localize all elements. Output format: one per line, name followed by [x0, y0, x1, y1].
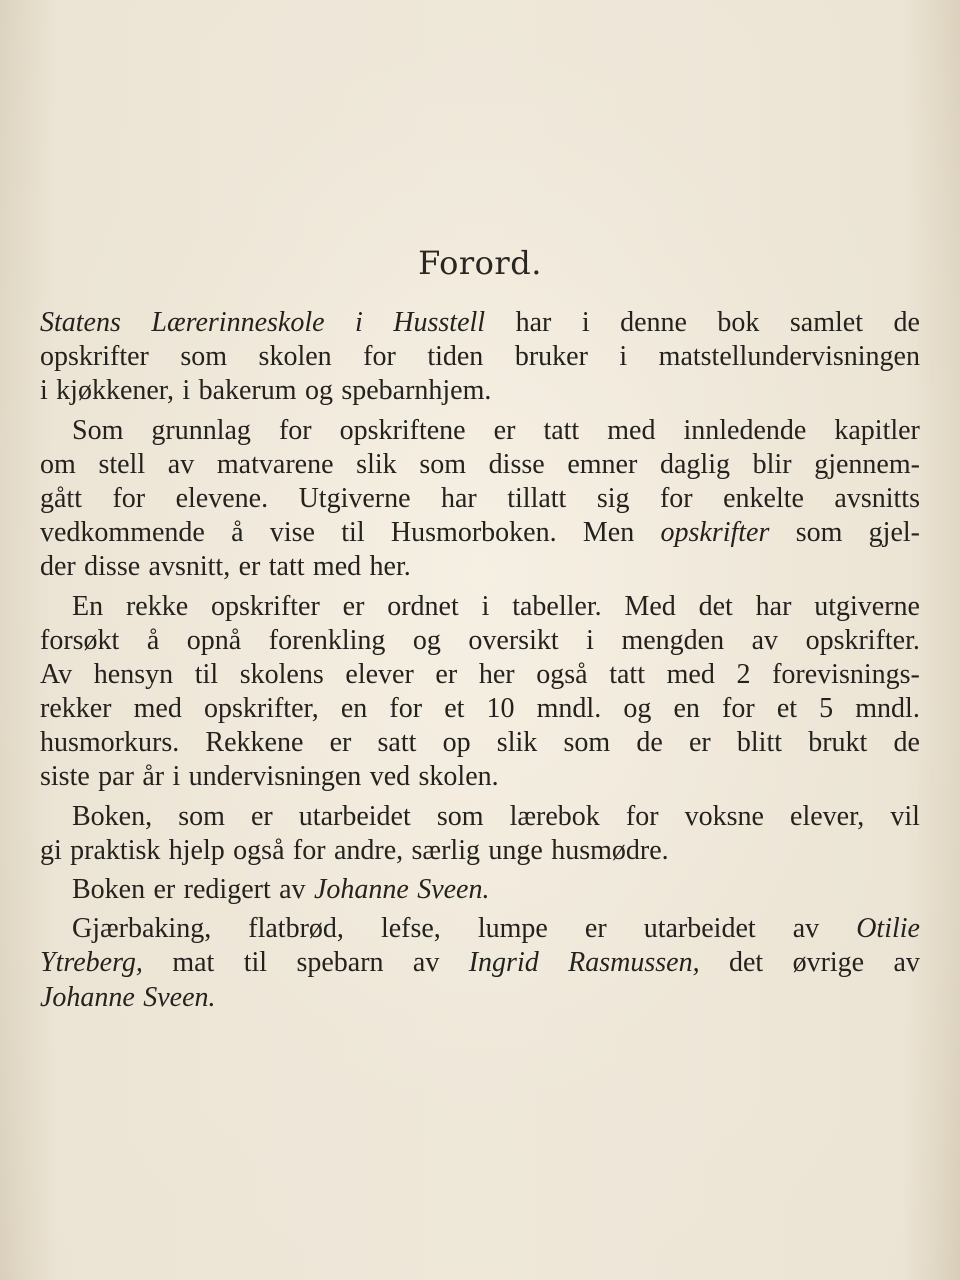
word: Rasmussen, — [568, 947, 700, 979]
text-line — [40, 912, 920, 946]
word: avsnitt, — [148, 551, 231, 583]
word: i — [355, 307, 363, 338]
word: En — [72, 590, 104, 622]
word: stell — [98, 448, 146, 480]
word: i — [40, 375, 48, 407]
text-line — [40, 340, 920, 374]
word: gjennem- — [814, 448, 920, 480]
word: ved — [369, 761, 411, 793]
word: voksne — [684, 800, 764, 832]
word: bok — [717, 307, 760, 338]
word: av — [279, 874, 306, 905]
word: forevisnings- — [772, 658, 920, 690]
word: er — [238, 551, 261, 583]
word: for — [722, 693, 755, 725]
word: til — [243, 947, 268, 979]
word: et — [444, 693, 465, 725]
text-line — [40, 448, 920, 482]
text-line — [40, 873, 920, 907]
word: til — [341, 517, 365, 549]
word: med — [607, 414, 656, 446]
word: av — [751, 624, 779, 656]
word: som — [436, 800, 484, 832]
word: utarbeidet — [643, 913, 756, 945]
text-line — [40, 590, 920, 624]
word: for — [278, 414, 312, 446]
word: Johanne — [40, 981, 135, 1013]
word: er — [250, 800, 273, 832]
word: med — [312, 551, 362, 583]
word: spebarn — [296, 947, 384, 979]
word: denne — [620, 307, 687, 338]
word: har — [441, 482, 477, 514]
word: skolen — [258, 341, 332, 373]
word: av — [792, 913, 820, 945]
word: har — [755, 590, 792, 622]
word: daglig — [659, 448, 730, 480]
word: bakerum — [198, 375, 297, 407]
word: skolens — [239, 658, 324, 690]
word: Johanne — [313, 874, 409, 905]
word: de — [893, 727, 920, 759]
word: utarbeidet — [298, 800, 411, 832]
word: siste — [40, 761, 90, 793]
word: Husmorboken. — [390, 517, 557, 549]
word: et — [776, 693, 798, 725]
word: rekke — [125, 590, 189, 622]
word: tiden — [427, 341, 484, 373]
word: for — [625, 800, 659, 832]
word: tatt — [609, 658, 645, 690]
word: slik — [496, 727, 538, 759]
word: av — [893, 947, 920, 979]
text-line — [40, 374, 920, 408]
word: opskrifter — [660, 517, 770, 549]
text-line — [40, 550, 920, 584]
word: i — [581, 307, 590, 338]
word: 5 — [819, 693, 834, 725]
word: i — [586, 624, 594, 656]
word: særlig — [411, 834, 480, 866]
word: sig — [596, 482, 630, 514]
text-line — [40, 946, 920, 980]
text-line — [40, 482, 920, 516]
word: til — [194, 658, 219, 690]
word: og — [623, 693, 652, 725]
word: 10 — [486, 693, 515, 725]
text-line — [40, 726, 920, 760]
word: hensyn — [93, 658, 174, 690]
word: øvrige — [792, 947, 865, 979]
word: skolen. — [418, 761, 499, 793]
word: disse — [84, 551, 141, 583]
word: avsnitts — [834, 482, 920, 514]
word: Men — [582, 517, 635, 549]
word: er — [584, 913, 607, 945]
word: som — [419, 448, 466, 480]
word: har — [515, 307, 552, 338]
word: husmorkurs. — [40, 727, 180, 759]
text-line — [40, 760, 920, 794]
word: Gjærbaking, — [72, 913, 212, 945]
word: Boken, — [72, 800, 153, 832]
word: satt — [377, 727, 417, 759]
preface-text — [40, 306, 920, 1015]
word: for — [389, 693, 423, 725]
word: brukt — [808, 727, 868, 759]
word: innledende — [683, 414, 807, 446]
word: Som — [72, 414, 124, 446]
word: Lærerinneskole — [151, 307, 325, 338]
word: opskrifter — [40, 341, 149, 373]
word: om — [40, 448, 76, 480]
word: mengden — [621, 624, 725, 656]
word: lefse, — [380, 913, 441, 945]
word: par — [98, 761, 134, 793]
text-line — [40, 516, 920, 550]
text-line — [40, 414, 920, 448]
word: her — [478, 658, 515, 690]
word: matstellundervisningen — [658, 341, 920, 373]
word: elevene. — [175, 482, 269, 514]
word: tatt — [268, 551, 305, 583]
word: de — [893, 307, 920, 338]
text-line — [40, 624, 920, 658]
word: som — [180, 341, 228, 373]
word: blitt — [736, 727, 783, 759]
word: gjel- — [868, 517, 920, 549]
word: redigert — [183, 874, 271, 905]
word: også — [233, 834, 285, 866]
word: tabeller. — [512, 590, 602, 622]
word: er — [342, 590, 365, 622]
word: for — [363, 341, 396, 373]
word: elever — [345, 658, 414, 690]
word: er — [153, 874, 176, 905]
word: mndl. — [855, 693, 920, 725]
word: unge — [488, 834, 543, 866]
word: Ytreberg, — [40, 947, 143, 979]
word: for — [112, 482, 146, 514]
word: å — [231, 517, 244, 549]
word: å — [146, 624, 160, 656]
text-line — [40, 658, 920, 692]
word: forenkling — [268, 624, 386, 656]
word: 2 — [736, 658, 751, 690]
word: Otilie — [856, 913, 920, 945]
word: vedkommende — [40, 517, 205, 549]
word: Rekkene — [205, 727, 304, 759]
text-line — [40, 981, 920, 1015]
word: av — [412, 947, 440, 979]
word: mndl. — [536, 693, 602, 725]
word: husmødre. — [551, 834, 669, 866]
word: op — [442, 727, 471, 759]
text-line — [40, 834, 920, 868]
word: Statens — [40, 307, 121, 338]
word: en — [340, 693, 368, 725]
word: med — [666, 658, 715, 690]
word: tatt — [543, 414, 580, 446]
word: spebarnhjem. — [341, 375, 492, 407]
word: er — [688, 727, 711, 759]
word: og — [412, 624, 441, 656]
word: kapitler — [834, 414, 920, 446]
word: som — [178, 800, 225, 832]
word: av — [167, 448, 195, 480]
word: lumpe — [477, 913, 548, 945]
word: mat — [172, 947, 215, 979]
word: matvarene — [216, 448, 334, 480]
word: i — [481, 590, 490, 622]
word: opskrifter. — [805, 624, 920, 656]
word: Ingrid — [468, 947, 539, 979]
word: Husstell — [393, 307, 486, 338]
word: utgiverne — [814, 590, 920, 622]
word: for — [659, 482, 693, 514]
word: gi — [40, 834, 62, 866]
word: Med — [624, 590, 676, 622]
word: Sveen. — [417, 874, 490, 905]
word: bruker — [514, 341, 588, 373]
word: det — [728, 947, 764, 979]
word: lærebok — [509, 800, 600, 832]
word: tillatt — [507, 482, 567, 514]
word: i — [182, 375, 191, 407]
word: opskrifter — [210, 590, 320, 622]
word: emner — [567, 448, 638, 480]
word: forsøkt — [40, 624, 120, 656]
word: vise — [269, 517, 315, 549]
word: rekker — [40, 693, 112, 725]
word: disse — [488, 448, 545, 480]
word: undervisningen — [188, 761, 362, 793]
word: flatbrød, — [248, 913, 344, 945]
word: også — [536, 658, 588, 690]
word: enkelte — [723, 482, 804, 514]
word: år — [142, 761, 165, 793]
word: de — [636, 727, 663, 759]
word: er — [329, 727, 352, 759]
word: kjøkkener, — [56, 375, 175, 407]
word: er — [493, 414, 516, 446]
word: er — [435, 658, 458, 690]
word: Boken — [72, 874, 146, 905]
word: oversikt — [468, 624, 559, 656]
word: blir — [752, 448, 792, 480]
word: og — [304, 375, 333, 407]
text-line — [40, 800, 920, 834]
word: som — [563, 727, 611, 759]
word: vil — [890, 800, 920, 832]
word: opskriftene — [339, 414, 466, 446]
word: med — [133, 693, 182, 725]
word: hjelp — [168, 834, 225, 866]
word: elever, — [790, 800, 865, 832]
word: Sveen. — [143, 981, 216, 1013]
word: det — [698, 590, 733, 622]
word: Utgiverne — [298, 482, 411, 514]
word: opnå — [186, 624, 242, 656]
word: i — [619, 341, 628, 373]
word: grunnlag — [151, 414, 251, 446]
page-title: Forord. — [418, 244, 542, 282]
word: der — [40, 551, 76, 583]
word: opskrifter, — [203, 693, 319, 725]
word: for — [292, 834, 326, 866]
word: Av — [40, 658, 73, 690]
word: samlet — [789, 307, 863, 338]
word: en — [673, 693, 700, 725]
word: andre, — [333, 834, 404, 866]
word: som — [795, 517, 843, 549]
text-line — [40, 692, 920, 726]
word: praktisk — [70, 834, 161, 866]
word: i — [172, 761, 181, 793]
text-line — [40, 306, 920, 340]
word: her. — [369, 551, 411, 583]
word: slik — [356, 448, 397, 480]
word: ordnet — [387, 590, 459, 622]
word: gått — [40, 482, 82, 514]
